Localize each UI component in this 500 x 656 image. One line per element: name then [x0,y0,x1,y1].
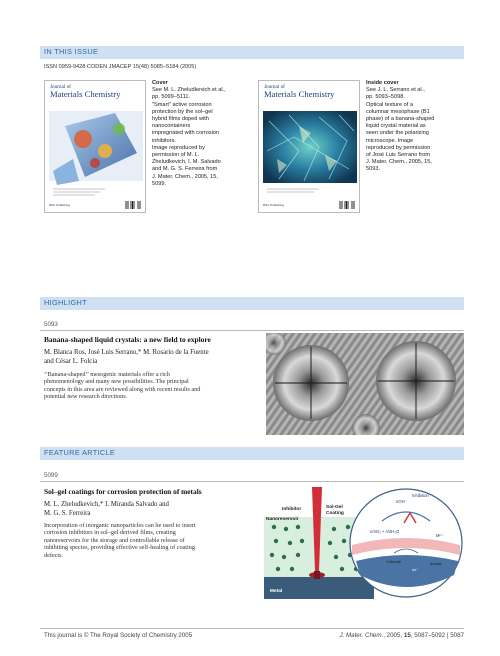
inside-cover-line: seen under the polarizing [366,130,429,137]
inside-cover-footer [263,201,355,209]
author-line: M. L. Zheludkevich,* I. Miranda Salvado and [44,501,169,508]
diagram-label-eq: n/4O₂ + n/2H₂O [370,529,400,534]
footer-divider [40,628,464,629]
abstract-line: corrosion inhibitors in sol–gel derived films, creating [44,529,176,537]
inside-cover-line: Optical texture of a [366,101,413,108]
inside-cover-image[interactable] [258,80,360,213]
corrosion-diagram-art [264,483,464,603]
cover-footer [49,201,141,209]
inside-cover-line: liquid crystal material as [366,123,426,130]
inside-cover-line: columnar mesophase (B1 [366,108,430,115]
cover-line: Zheludkevich, I. M. Salvado [152,159,221,166]
footer-volume: 15 [403,632,411,639]
inside-cover-publisher: RSC Publishing [263,203,285,207]
abstract-line: concepts in this area are reviewed along with recent results and [44,385,201,393]
inside-cover-line: phase) of a banana-shaped [366,116,435,123]
in-this-issue-label: IN THIS ISSUE [44,47,99,56]
footer-copyright: This journal is © The Royal Society of Chemistry 2005 [44,632,193,639]
highlight-title[interactable]: Banana-shaped liquid crystals: a new field to explore [44,335,211,344]
author-line: M. G. S. Ferreira [44,509,91,517]
abstract-line: phenomenology and many new possibilities. The principal [44,378,189,386]
cover-line: Image reproduced by [152,144,205,151]
feature-page-number: 5099 [44,472,58,479]
highlight-abstract [44,371,200,401]
cover-line: nanocontainers [152,123,191,130]
abstract-line: ‘‘Banana-shaped’’ mesogenic materials offer a rich [44,371,170,378]
feature-authors [44,501,169,518]
feature-title[interactable]: Sol–gel coatings for corrosion protection of metals [44,487,202,496]
inside-cover-line: 5093. [366,166,380,173]
cover-heading: Cover [152,80,168,86]
diagram-label-nanoreservoir: Nanoreservoir [266,517,299,522]
cover-line: J. Mater. Chem., 2005, 15, [152,173,218,180]
in-this-issue-banner [40,46,464,59]
cover-line: permission of M. L. [152,152,200,159]
diagram-label-cathode: Cathode [386,559,402,564]
abstract-line: nanoreservoirs for the storage and controllable release of [44,536,185,544]
cover-line: 5099. [152,180,166,187]
inside-cover-line: pp. 5093–5098. [366,94,405,101]
highlight-page-number: 5093 [44,321,58,328]
cover-description [152,80,226,188]
abstract-line: inhibiting species, providing effective self-healing of coating [44,544,195,552]
cover-line: See M. L. Zheludkevich et al., [152,87,226,94]
inside-cover-line: of José Luis Serrano from [366,152,431,159]
diagram-label-metal: Metal [270,589,283,594]
divider [40,481,464,482]
inside-cover-description [366,80,434,174]
diagram-label-inhibitor: Inhibitor [282,507,302,512]
feature-article-banner [40,447,464,460]
barcode-icon [125,201,141,209]
cover-publisher: RSC Publishing [49,203,71,207]
corrosion-diagram [264,483,464,603]
author-line: M. Blanca Ros, José Luis Serrano,* M. Rosario de la Fuente [44,349,209,356]
footer-pages: , 5087–5092 | 5087 [410,632,464,639]
inside-cover-journal-title [264,85,334,99]
cover-line: protection by the sol–gel [152,108,213,115]
abstract-line: potential new research directions. [44,393,128,401]
highlight-micrograph [266,333,464,435]
cover-journal-small: Journal of [50,84,71,90]
feature-article-label: FEATURE ARTICLE [44,448,116,457]
cover-line: and M. G. S. Ferreira from [152,166,218,173]
inside-cover-line: J. Mater. Chem., 2005, 15, [366,159,432,166]
inside-cover-heading: Inside cover [366,80,399,86]
cover-line: impregnated with corrosion [152,130,220,137]
abstract-line: Incorporation of inorganic nanoparticles can be used to insert [44,522,196,529]
inside-cover-line: reproduced by permission [366,144,431,151]
feature-abstract [44,522,196,559]
cover-artwork [45,81,146,213]
footer-citation [339,632,464,639]
divider [40,330,464,331]
highlight-authors [44,349,209,366]
inside-cover-line: See J. L. Serrano et al., [366,87,425,94]
diagram-label-inhibition: Inhibition [412,493,429,498]
diagram-label-mn: Mⁿ⁺ [436,533,444,538]
barcode-icon [339,201,355,209]
footer-year: , 2005, [383,632,404,639]
liquid-crystal-texture [266,333,464,435]
cover-line: inhibitors. [152,137,176,144]
cover-line: hybrid films doped with [152,116,209,123]
diagram-label-ne: ne⁻ [412,567,419,572]
inside-cover-line: microscope. Image [366,137,414,144]
diagram-label-anode: Anode [430,561,442,566]
diagram-label-solgel: Sol-Gel [326,505,343,510]
cover-line: pp. 5099–5111. [152,94,191,101]
cover-line: "Smart" active corrosion [152,101,212,108]
cover-image[interactable] [44,80,146,213]
author-line: and César L. Folcia [44,357,98,365]
inside-cover-journal-small: Journal of [264,84,285,90]
inside-cover-journal-big: Materials Chemistry [264,89,335,100]
cover-journal-big: Materials Chemistry [50,89,121,100]
highlight-banner [40,297,464,310]
diagram-label-coating: Coating [326,511,344,516]
diagram-label-oh: nOH⁻ [396,499,407,504]
abstract-line: defects. [44,551,64,559]
footer-journal: J. Mater. Chem. [339,632,384,639]
issn-line: ISSN 0959-9428 CODEN JMACEP 15(48) 5085–5184 (2005) [44,64,197,70]
inside-cover-artwork [259,81,360,213]
highlight-label: HIGHLIGHT [44,298,87,307]
